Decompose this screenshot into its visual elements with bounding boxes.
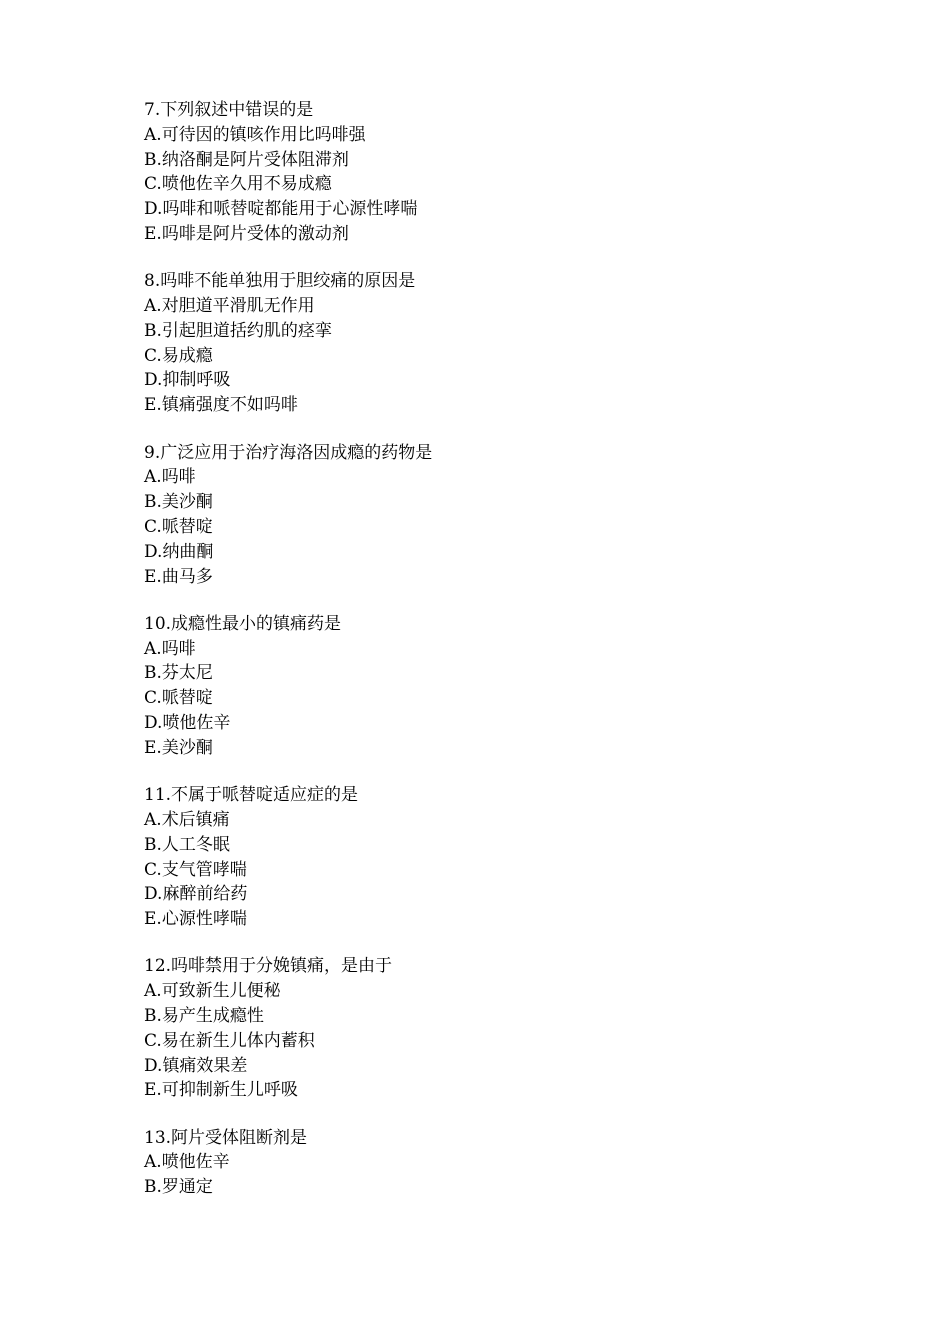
- option-b: B.易产生成瘾性: [144, 1006, 264, 1026]
- option-e: E.心源性哮喘: [144, 909, 247, 930]
- question-stem: 12.吗啡禁用于分娩镇痛，是由于: [144, 956, 393, 977]
- question-stem: 7.下列叙述中错误的是: [144, 100, 314, 120]
- option-a: A.喷他佐辛: [144, 1152, 230, 1173]
- option-b: B.美沙酮: [144, 492, 213, 513]
- option-d: D.麻醉前给药: [144, 884, 248, 905]
- question-8: [144, 269, 844, 418]
- question-11: [144, 783, 844, 932]
- question-10: [144, 612, 844, 761]
- question-12: [144, 954, 844, 1103]
- question-stem: 9.广泛应用于治疗海洛因成瘾的药物是: [144, 442, 433, 463]
- option-b: B.罗通定: [144, 1177, 213, 1198]
- question-stem: 11.不属于哌替啶适应症的是: [144, 785, 359, 806]
- option-a: A.对胆道平滑肌无作用: [144, 296, 315, 317]
- option-a: A.吗啡: [144, 467, 196, 488]
- option-c: C.喷他佐辛久用不易成瘾: [144, 174, 332, 195]
- option-a: A.术后镇痛: [144, 809, 230, 830]
- question-7: [144, 98, 844, 247]
- option-a: A.吗啡: [144, 638, 196, 659]
- option-d: D.喷他佐辛: [144, 713, 231, 734]
- question-9: [144, 441, 844, 590]
- option-c: C.易成瘾: [144, 345, 213, 366]
- question-stem: 8.吗啡不能单独用于胆绞痛的原因是: [144, 271, 416, 292]
- option-c: C.易在新生儿体内蓄积: [144, 1030, 315, 1051]
- option-a: A.可致新生儿便秘: [144, 981, 281, 1002]
- option-d: D.纳曲酮: [144, 541, 214, 562]
- option-d: D.吗啡和哌替啶都能用于心源性哮喘: [144, 199, 418, 220]
- question-stem: 13.阿片受体阻断剂是: [144, 1127, 308, 1148]
- option-d: D.镇痛效果差: [144, 1055, 248, 1076]
- option-b: B.芬太尼: [144, 663, 213, 684]
- option-e: E.曲马多: [144, 566, 213, 587]
- option-b: B.引起胆道括约肌的痉挛: [144, 320, 332, 341]
- option-e: E.可抑制新生儿呼吸: [144, 1080, 298, 1101]
- option-e: E.美沙酮: [144, 737, 213, 758]
- option-c: C.支气管哮喘: [144, 859, 247, 880]
- option-b: B.人工冬眠: [144, 834, 230, 855]
- option-e: E.吗啡是阿片受体的激动剂: [144, 223, 349, 244]
- option-c: C.哌替啶: [144, 688, 213, 709]
- option-b: B.纳洛酮是阿片受体阻滞剂: [144, 149, 349, 170]
- document-page: [144, 98, 844, 1223]
- option-a: A.可待因的镇咳作用比吗啡强: [144, 124, 366, 145]
- option-c: C.哌替啶: [144, 516, 213, 537]
- option-e: E.镇痛强度不如吗啡: [144, 395, 298, 416]
- question-stem: 10.成瘾性最小的镇痛药是: [144, 613, 342, 634]
- question-13: [144, 1126, 844, 1200]
- option-d: D.抑制呼吸: [144, 370, 231, 391]
